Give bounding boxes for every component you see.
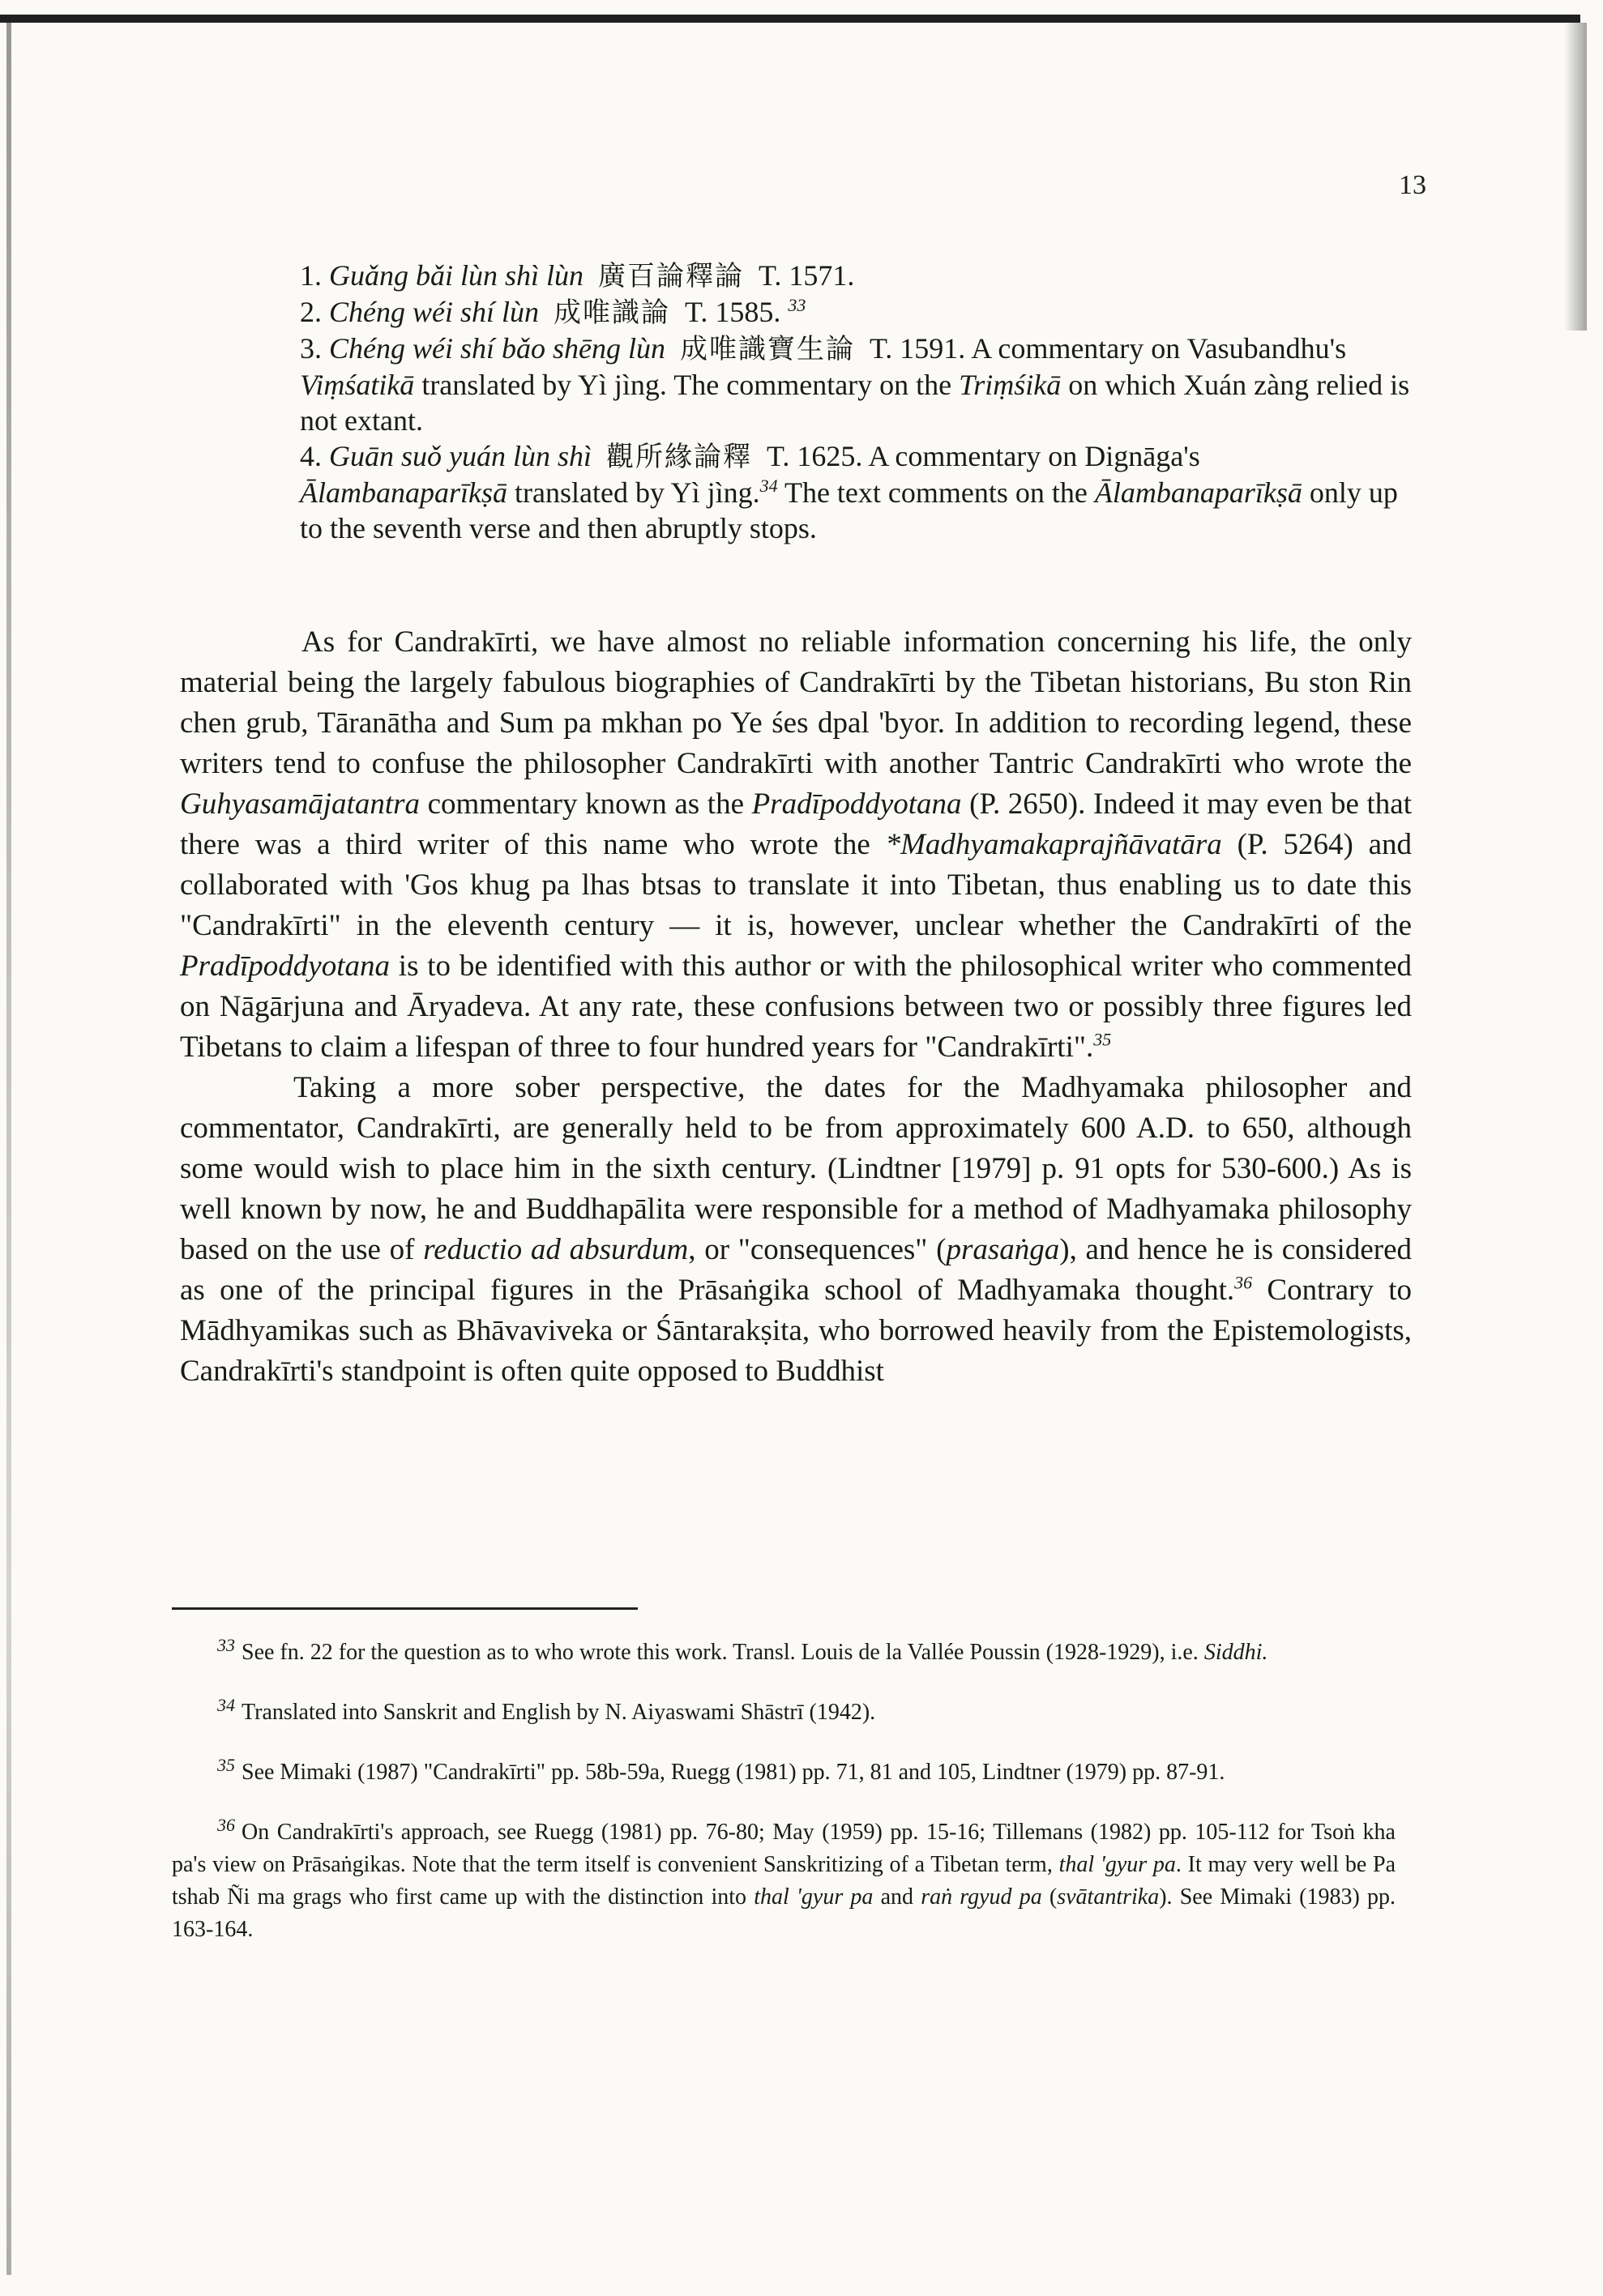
list-item: 3. Chéng wéi shí bǎo shēng lùn 成唯識寶生論 T. 1591. A commentary on Vasubandhu's Viṃśatikā translated by Yì jìng. The commentary on the Triṃśikā on which Xuán zàng relied is not extant. — [300, 332, 1410, 437]
footnote-ref-35[interactable]: 35 — [1093, 1029, 1112, 1050]
cjk-title: 觀所緣論釋 — [606, 441, 752, 473]
footnote-33: $^{33}$ See fn. 22 for the question as to who wrote this work. Transl. Louis de la Vallée Poussin (1928-1929), i.e. Siddhi. — [217, 1634, 1268, 1665]
paragraph-1: As for Candrakīrti, we have almost no reliable information concerning his life, the only material being the largely fabulous biographies of Candrakīrti by the Tibetan historians, Bu ston Rin chen grub, Tāranātha and Sum pa mkhan po Ye śes dpal 'byor. In addition to recording legend, these writers tend to confuse the philosopher Candrakīrti with another Tantric Candrakīrti who wrote the Guhyasamājatantra commentary known as the Pradīpoddyotana (P. 2650). Indeed it may even be that there was a third writer of this name who wrote the *Madhyamakaprajñāvatāra (P. 5264) and collaborated with 'Gos khug pa lhas btsas to translate it into Tibetan, thus enabling us to date this "Candrakīrti" in the eleventh century — it is, however, unclear whether the Candrakīrti of the Pradīpoddyotana is to be identified with this author or with the philosophical writer who commented on Nāgārjuna and Āryadeva. At any rate, these confusions between two or possibly three figures led Tibetans to claim a lifespan of three to four hundred years for "Candrakīrti".$^{35}$ — [180, 625, 1413, 1064]
cjk-title: 廣百論釋論 — [598, 260, 745, 292]
footnote-34: $^{34}$ Translated into Sanskrit and English by N. Aiyaswami Shāstrī (1942). — [217, 1694, 876, 1725]
paragraph-2: Taking a more sober perspective, the dates for the Madhyamaka philosopher and commentator, Candrakīrti, are generally held to be from approximately 600 A.D. to 650, although some would wish to place him in the sixth century. (Lindtner [1979] p. 91 opts for 530-600.) As is well known by now, he and Buddhapālita were responsible for a method of Madhyamaka philosophy based on the use of reductio ad absurdum, or "consequences" (prasaṅga), and hence he is considered as one of the principal figures in the Prāsaṅgika school of Madhyamaka thought.$^{36}$ Contrary to Mādhyamikas such as Bhāvaviveka or Śāntarakṣita, who borrowed heavily from the Epistemologists, Candrakīrti's standpoint is often quite opposed to Buddhist — [180, 1071, 1412, 1388]
cjk-title: 成唯識寶生論 — [679, 333, 855, 365]
list-item: 2. Chéng wéi shí lùn 成唯識論 T. 1585. $^{33}$ — [300, 295, 806, 329]
footnote-ref-34[interactable]: 34 — [759, 476, 778, 496]
list-item: 4. Guān suǒ yuán lùn shì 觀所緣論釋 T. 1625. A commentary on Dignāga's Ālambanaparīkṣā translated by Yì jìng.$^{34}$ The text comments on the Ālambanaparīkṣā only up to the seventh verse and then abruptly stops. — [300, 440, 1398, 544]
body-text — [180, 622, 1412, 1392]
footnote-ref-33[interactable]: 33 — [788, 295, 806, 315]
footnote-35: $^{35}$ See Mimaki (1987) "Candrakīrti" pp. 58b-59a, Ruegg (1981) pp. 71, 81 and 105, Lindtner (1979) pp. 87-91. — [217, 1754, 1225, 1785]
cjk-title: 成唯識論 — [554, 297, 670, 329]
footnote-36: $^{36}$ On Candrakīrti's approach, see Ruegg (1981) pp. 76-80; May (1959) pp. 15-16; Tillemans (1982) pp. 105-112 for Tsoṅ kha pa's view on Prāsaṅgikas. Note that the term itself is convenient Sanskritizing of a Tibetan term, thal 'gyur pa. It may very well be Pa tshab Ñi ma grags who first came up with the distinction into thal 'gyur pa and raṅ rgyud pa (svātantrika). See Mimaki (1983) pp. 163-164. — [172, 1814, 1396, 1942]
scan-right-shadow — [1564, 23, 1587, 331]
footnote-divider — [172, 1607, 638, 1610]
text-list — [300, 258, 1414, 546]
scan-top-edge — [0, 15, 1580, 23]
page-number: 13 — [1399, 170, 1426, 200]
scan-left-edge — [6, 23, 11, 2275]
footnotes — [172, 1634, 1396, 1974]
footnote-ref-36[interactable]: 36 — [1234, 1272, 1253, 1293]
list-item: 1. Guǎng bǎi lùn shì lùn 廣百論釋論 T. 1571. — [300, 259, 855, 292]
